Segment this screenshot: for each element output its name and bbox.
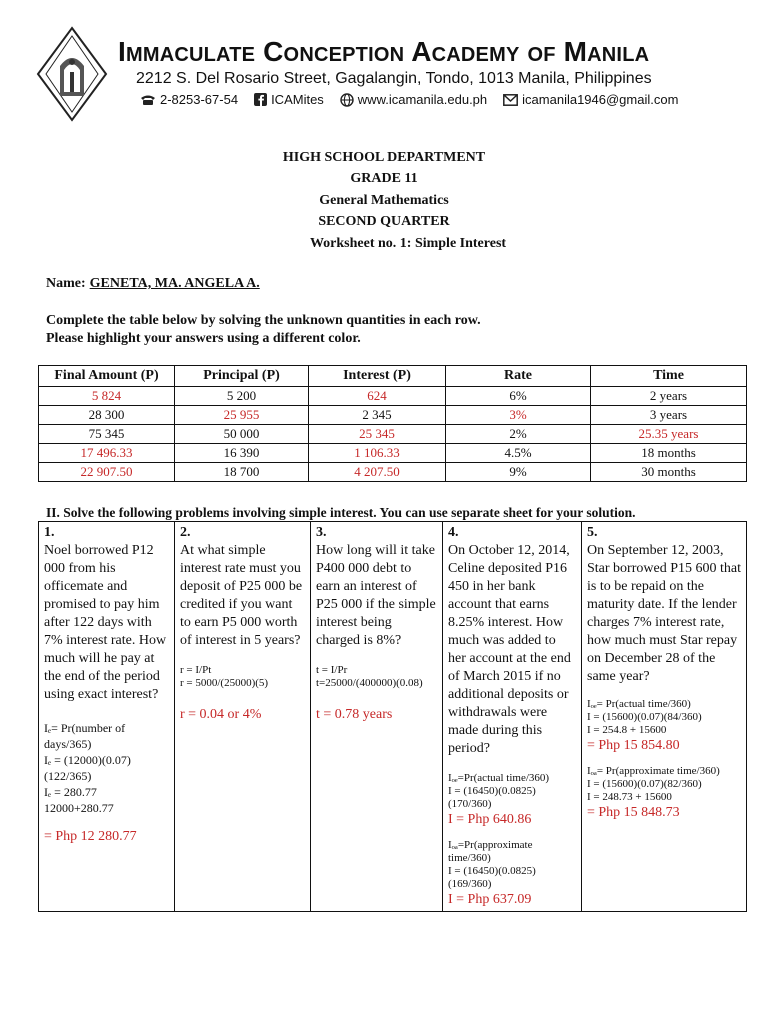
problems-table [38,521,747,912]
solution-line: Iₒₑ=Pr(actual time/360) [448,772,550,784]
solution-line: r = 5000/(25000)(5) [180,677,269,689]
table-cell: 4.5% [446,444,591,463]
facebook-handle: ICAMites [271,92,324,107]
problem-number: 5. [587,525,598,540]
worksheet-title: Worksheet no. 1: Simple Interest [309,236,507,251]
table-row [39,387,747,406]
solution-line: t = I/Pr [316,664,348,676]
table-header-row [39,366,747,387]
table-cell: 1 106.33 [309,444,446,463]
solution-line: I = (16450)(0.0825)(169/360) [448,865,536,890]
table-cell: 75 345 [39,425,175,444]
solution-line: Iₑ = (12000)(0.07)(122/365) [44,753,131,783]
problem-number: 2. [180,525,191,540]
answer: I = Php 640.86 [448,812,532,827]
table-cell: 25 955 [175,406,309,425]
problem-question: Noel borrowed P12 000 from his officemate and promised to pay him after 122 days with 7% interest rate. How much will he pay at the end of the period using exact interest? [44,543,167,702]
solution-line: Iₒₐ=Pr(approximate time/360) [448,839,533,864]
solution-line: Iₑ = 280.77 [44,785,97,799]
problem-5-cell [582,522,747,912]
instruction-line-1: Complete the table below by solving the unknown quantities in each row. [46,313,481,328]
school-name: Immaculate Conception Academy of Manila [118,36,650,67]
problem-3-cell [311,522,443,912]
solution-line: Iₒₑ= Pr(actual time/360) [587,698,691,710]
table-cell: 2 345 [309,406,446,425]
table-cell: 9% [446,463,591,482]
solution-line: t=25000/(400000)(0.08) [316,677,423,689]
answer: I = Php 637.09 [448,892,532,907]
solution-line: I = (16450)(0.0825)(170/360) [448,785,536,810]
contact-facebook [254,92,324,107]
table-cell: 18 700 [175,463,309,482]
facebook-icon [254,93,267,106]
contact-website [340,92,487,107]
school-seal-logo [36,26,108,122]
table-row [39,406,747,425]
table-cell: 5 200 [175,387,309,406]
contact-email [503,92,678,107]
problem-question: At what simple interest rate must you deposit of P25 000 be credited if you want to earn P5 000 worth of interest in 5 years? [180,543,303,648]
subject-title: General Mathematics [319,193,449,208]
table-cell: 624 [309,387,446,406]
table-cell: 4 207.50 [309,463,446,482]
globe-icon [340,93,354,107]
section-two-title: II. Solve the following problems involving simple interest. You can use separate sheet for your solution. [46,505,636,520]
answer: t = 0.78 years [316,707,393,722]
phone-number: 2-8253-67-54 [160,92,239,107]
table-cell: 2% [446,425,591,444]
problem-question: On September 12, 2003, Star borrowed P15 600 that is to be repaid on the maturity date. If the lender charges 7% interest rate, how much must Star repay on December 28 of the same year? [587,543,741,684]
table-cell: 28 300 [39,406,175,425]
table-row [39,463,747,482]
problem-1-cell [39,522,175,912]
solution-line: Iₑ= Pr(number of days/365) [44,721,126,751]
problem-question: How long will it take P400 000 debt to earn an interest of P25 000 if the simple interest being charged is 8%? [316,543,436,648]
name-label: Name: [46,276,86,291]
table-cell: 50 000 [175,425,309,444]
phone-icon [140,94,156,106]
email-address: icamanila1946@gmail.com [522,92,679,107]
table-cell: 16 390 [175,444,309,463]
student-name-line [46,276,260,292]
grade-title: GRADE 11 [350,171,418,186]
solution-line: I = (15600)(0.07)(82/360) [587,778,702,790]
contact-phone [140,92,238,107]
answer: = Php 15 854.80 [587,738,680,753]
school-address: 2212 S. Del Rosario Street, Gagalangin, Tondo, 1013 Manila, Philippines [136,70,652,87]
table-cell: 22 907.50 [39,463,175,482]
solution-line: r = I/Pt [180,664,212,676]
contact-row [140,92,694,107]
simple-interest-table [38,365,747,482]
table-cell: 18 months [591,444,747,463]
table-cell: 30 months [591,463,747,482]
department-title: HIGH SCHOOL DEPARTMENT [282,150,486,165]
answer: r = 0.04 or 4% [180,707,262,722]
table-cell: 25.35 years [591,425,747,444]
problems-row [39,522,747,912]
problem-number: 4. [448,525,459,540]
table-cell: 3% [446,406,591,425]
problem-number: 1. [44,525,55,540]
table-cell: 6% [446,387,591,406]
table-cell: 5 824 [39,387,175,406]
table-cell: 17 496.33 [39,444,175,463]
problem-number: 3. [316,525,327,540]
mail-icon [503,94,518,106]
solution-line: I = 248.73 + 15600 [587,791,672,803]
student-name: GENETA, MA. ANGELA A. [89,276,260,291]
table-cell: 3 years [591,406,747,425]
col-principal: Principal (P) [175,366,309,387]
solution-line: I = 254.8 + 15600 [587,724,667,736]
problem-4-cell [443,522,582,912]
table-cell: 2 years [591,387,747,406]
instruction-line-2: Please highlight your answers using a different color. [46,331,361,346]
quarter-title: SECOND QUARTER [318,214,450,229]
table-row [39,444,747,463]
problem-question: On October 12, 2014, Celine deposited P16 450 in her bank account that earns 8.25% interest. How much was added to her account at the end of March 2015 if no additional deposits or withdrawals were made during this period? [448,543,571,756]
col-rate: Rate [446,366,591,387]
problem-2-cell [175,522,311,912]
website-url: www.icamanila.edu.ph [357,92,488,107]
table-row [39,425,747,444]
answer: = Php 12 280.77 [44,829,137,844]
col-time: Time [591,366,747,387]
solution-line: 12000+280.77 [44,801,114,815]
solution-line: Iₒₐ= Pr(approximate time/360) [587,765,720,777]
solution-line: I = (15600)(0.07)(84/360) [587,711,702,723]
answer: = Php 15 848.73 [587,805,680,820]
table-cell: 25 345 [309,425,446,444]
col-final-amount: Final Amount (P) [39,366,175,387]
col-interest: Interest (P) [309,366,446,387]
